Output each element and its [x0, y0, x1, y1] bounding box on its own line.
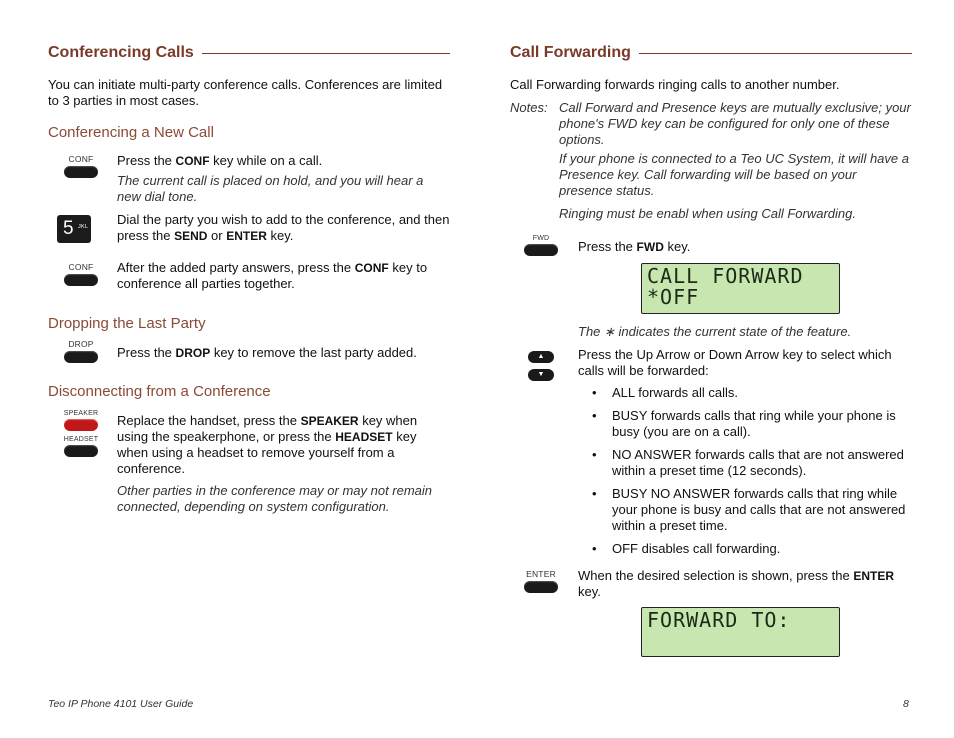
up-arrow-icon: ▲ [537, 353, 545, 360]
digit-5-key[interactable] [57, 215, 91, 243]
text: key when using the speakerphone, or press the [117, 413, 418, 444]
note-2: If your phone is connected to a Teo UC System, it will have a Presence key. Call forwarding will be based on your presence status. [559, 151, 909, 198]
lcd-forward-to [641, 607, 840, 657]
enter-key-label: ENTER [526, 569, 556, 579]
list-item: • BUSY forwards calls that ring while your phone is busy (you are on a call). [578, 408, 911, 440]
lcd-line-1: CALL FORWARD [647, 264, 804, 288]
text: When the desired selection is shown, press the [578, 568, 854, 583]
lcd-call-forward [641, 263, 840, 314]
drop-step [117, 345, 450, 361]
text: key. [266, 228, 294, 243]
key-name: CONF [354, 261, 389, 275]
key-name: CONF [175, 154, 210, 168]
footer-guide-title: Teo IP Phone 4101 User Guide [48, 698, 194, 710]
text: Press the [578, 239, 637, 254]
drop-key-button[interactable] [64, 351, 98, 363]
disconnect-note: Other parties in the conference may or may not remain connected, depending on system configuration. [117, 483, 433, 514]
speaker-key-button[interactable] [64, 419, 98, 431]
text: key to remove the last party added. [210, 345, 417, 360]
speaker-key[interactable] [62, 410, 100, 431]
key-name: SEND [174, 229, 208, 243]
fwd-step-1 [578, 239, 911, 255]
footer-page-number: 8 [903, 698, 909, 710]
text: Replace the handset, press the [117, 413, 301, 428]
drop-key[interactable] [62, 339, 100, 363]
text: After the added party answers, press the [117, 260, 355, 275]
text: key while on a call. [209, 153, 323, 168]
conf-key[interactable] [62, 154, 100, 178]
list-item: • NO ANSWER forwards calls that are not answered within a preset time (12 seconds). [578, 447, 911, 479]
text: Press the [117, 345, 176, 360]
text: key when using a headset to remove yourself from a conference. [117, 429, 417, 476]
digit-number: 5 [63, 218, 74, 239]
lcd-line-1: FORWARD TO: [647, 608, 791, 632]
new-call-step-1-note: The current call is placed on hold, and you will hear a new dial tone. [117, 173, 424, 204]
conferencing-calls-heading [48, 42, 450, 64]
list-item: • ALL forwards all calls. [578, 385, 911, 401]
conf-key-label: CONF [68, 154, 94, 164]
heading-rule [639, 53, 912, 54]
fwd-key[interactable] [522, 235, 560, 256]
key-name: HEADSET [335, 430, 393, 444]
key-name: ENTER [226, 229, 267, 243]
speaker-key-label: SPEAKER [63, 410, 99, 417]
key-name: DROP [175, 346, 211, 360]
new-call-step-1 [117, 153, 450, 169]
forward-options-list [578, 385, 911, 564]
star-note: The ∗ indicates the current state of the feature. [578, 324, 852, 339]
fwd-step-3 [578, 568, 911, 600]
fwd-step-2: Press the Up Arrow or Down Arrow key to select which calls will be forwarded: [578, 347, 892, 378]
conf-key-2[interactable] [62, 262, 100, 286]
forwarding-intro: Call Forwarding forwards ringing calls to another number. [510, 77, 840, 92]
down-arrow-icon: ▼ [537, 371, 545, 378]
new-call-step-2 [117, 212, 450, 244]
note-3: Ringing must be enabl when using Call Forwarding. [559, 206, 856, 221]
text: Press the [117, 153, 176, 168]
lcd-line-2: *OFF [647, 285, 700, 309]
new-call-step-3 [117, 260, 450, 292]
conferencing-intro: You can initiate multi-party conference calls. Conferences are limited to 3 parties in most cases. [48, 77, 443, 108]
text: Dial the party you wish to add to the conference, and then press the [117, 212, 450, 243]
down-arrow-key[interactable] [528, 369, 554, 381]
fwd-key-button[interactable] [524, 244, 558, 256]
note-1: Call Forward and Presence keys are mutually exclusive; your phone's FWD key can be configured for only one of these options. [559, 100, 911, 147]
key-name: ENTER [853, 569, 894, 583]
enter-key-button[interactable] [524, 581, 558, 593]
disconnecting-heading: Disconnecting from a Conference [48, 383, 271, 400]
section-title-text: Conferencing Calls [48, 44, 194, 61]
up-arrow-key[interactable] [528, 351, 554, 363]
conf-key-button[interactable] [64, 166, 98, 178]
text: or [207, 228, 227, 243]
enter-key[interactable] [522, 569, 560, 593]
conferencing-new-call-heading: Conferencing a New Call [48, 124, 214, 141]
conf-key-button[interactable] [64, 274, 98, 286]
drop-key-label: DROP [68, 339, 94, 349]
headset-key-label: HEADSET [63, 436, 99, 443]
notes-label: Notes: [510, 100, 548, 115]
list-item: • BUSY NO ANSWER forwards calls that ring while your phone is busy and calls that are not answered within a preset time. [578, 486, 911, 534]
text: key. [663, 239, 691, 254]
key-name: FWD [636, 240, 664, 254]
digit-letters: JKL [78, 224, 89, 230]
heading-rule [202, 53, 450, 54]
dropping-last-party-heading: Dropping the Last Party [48, 315, 206, 332]
call-forwarding-heading [510, 42, 912, 64]
section-title-text: Call Forwarding [510, 44, 631, 61]
key-name: SPEAKER [300, 414, 359, 428]
headset-key[interactable] [62, 436, 100, 457]
text: key to conference all parties together. [117, 260, 428, 291]
headset-key-button[interactable] [64, 445, 98, 457]
list-item: • OFF disables call forwarding. [578, 541, 911, 557]
disconnect-step [117, 413, 450, 477]
fwd-key-label: FWD [532, 235, 550, 242]
text: key. [578, 584, 601, 599]
conf-key-label: CONF [68, 262, 94, 272]
